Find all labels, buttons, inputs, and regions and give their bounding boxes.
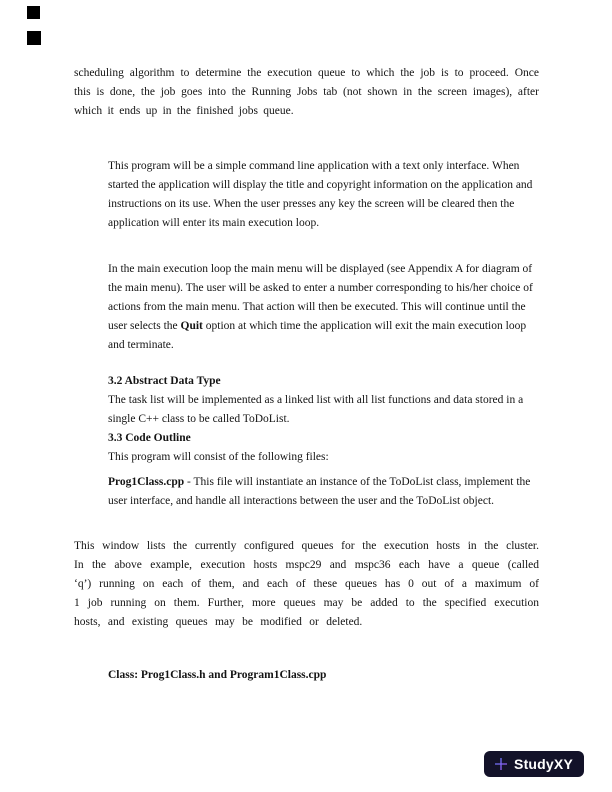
text-run: option at which time the application will exit the main execution loop and terminate. <box>108 320 527 351</box>
paragraph-files-intro: This program will consist of the following files: <box>108 451 329 463</box>
text-run: In the main execution loop the main menu will be displayed (see Appendix A for diagram of the main menu). The user will be asked to enter a number corresponding to his/her choice of actions from the main menu. That action will then be executed. This will continue until the user selects the <box>108 263 533 332</box>
paragraph-program-intro: This program will be a simple command line application with a text only interface. When started the application will display the title and copyright information on the application and instructions on its use. When the user presses any key the screen will be cleared then the application will enter its main execution loop. <box>108 160 533 229</box>
text-run: - This file will instantiate an instance of the ToDoList class, implement the user interface, and handle all interactions between the user and the ToDoList object. <box>108 476 531 507</box>
paragraph-class-files: Class: Prog1Class.h and Program1Class.cpp <box>108 669 327 681</box>
paragraph-prog1class <box>108 473 539 511</box>
document-content <box>74 64 539 685</box>
text-run-bold-filename: Prog1Class.cpp <box>108 476 185 488</box>
heading-abstract-data-type: 3.2 Abstract Data Type <box>108 375 221 387</box>
scan-artifact-square-top <box>27 6 40 19</box>
plus-icon <box>493 756 509 772</box>
paragraph-main-execution-loop <box>108 260 539 355</box>
paragraph-scheduling-algorithm: scheduling algorithm to determine the execution queue to which the job is to proceed. Once this is done, the job goes into the Running Jobs tab (not shown in the screen images), after which it ends up in the finished jobs queue. <box>74 67 539 117</box>
scan-artifact-square-bottom <box>27 31 41 45</box>
text-run-bold-quit: Quit <box>180 320 203 332</box>
paragraph-task-list: The task list will be implemented as a linked list with all list functions and data stored in a single C++ class to be called ToDoList. <box>108 394 524 425</box>
studyxy-logo <box>484 751 584 777</box>
heading-code-outline: 3.3 Code Outline <box>108 432 191 444</box>
logo-text: StudyXY <box>514 756 573 772</box>
paragraph-queue-window: This window lists the currently configured queues for the execution hosts in the cluster. In the above example, execution hosts mspc29 and mspc36 each have a queue (called ‘q’) running on each of them, and each of these queues has 0 out of a maximum of 1 job running on them. Further, more queues may be added to the specified execution hosts, and existing queues may be modified or deleted. <box>74 540 539 628</box>
